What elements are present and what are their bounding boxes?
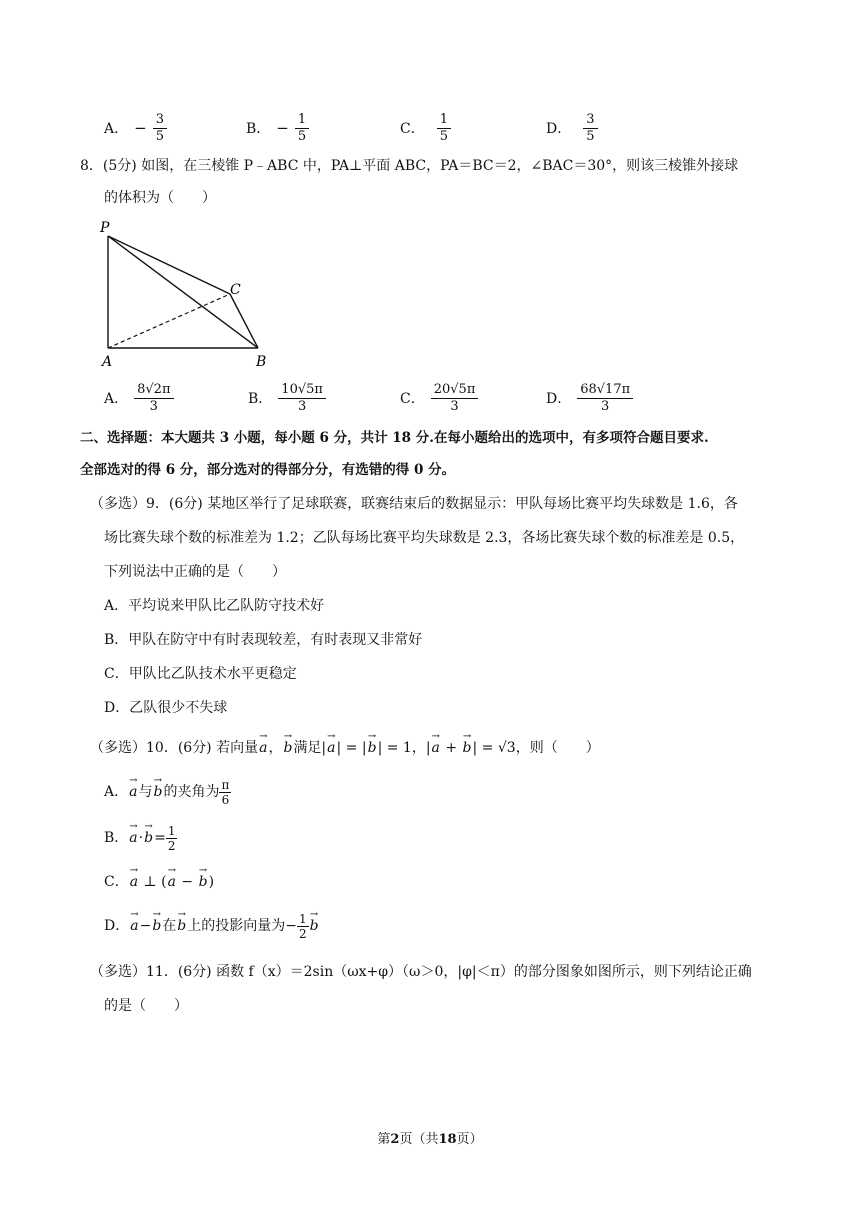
q10-option-c: C．→ a ⊥ (→ a − → b)	[104, 872, 214, 892]
q9-option-a: A．平均说来甲队比乙队防守技术好	[104, 598, 325, 614]
q9-stem-line3: 下列说法中正确的是（ ）	[104, 564, 286, 580]
fraction: $\frac{20√5\pi}{3}$	[431, 382, 479, 415]
q10-option-b: B． → a · → b = $\frac{1}{2}$	[104, 818, 177, 858]
label-c: C	[230, 282, 241, 298]
fraction: $\frac{68√17\pi}{3}$	[577, 382, 633, 415]
q8-options	[0, 376, 860, 420]
q7-option-b: B． − $\frac{1}{5}$	[246, 106, 309, 150]
q10-option-a: A． → a 与 → b 的夹角为 $\frac{\pi}{6}$	[104, 772, 231, 812]
q10-stem: （多选）10．(6分) 若向量→ a，→ b满足|→ a| = |→ b| = 1，|→ a + → b| = √3，则（ ）	[90, 738, 600, 758]
q8-option-a: A． $\frac{8√2\pi}{3}$	[104, 376, 174, 420]
edge-cb	[230, 294, 258, 348]
fraction: $\frac{1}{5}$	[295, 112, 309, 145]
q8-option-b: B． $\frac{10√5\pi}{3}$	[248, 376, 326, 420]
fraction: $\frac{1}{2}$	[299, 911, 307, 941]
q9-stem-line2: 场比赛失球个数的标准差为 1.2；乙队每场比赛平均失球数是 2.3，各场比赛失球个数的标准差是 0.5，	[104, 530, 745, 546]
fraction: $\frac{1}{2}$	[167, 823, 176, 853]
edge-ac-hidden	[108, 294, 230, 348]
q11-stem-line1: （多选）11．(6分) 函数 f（x）＝2sin（ωx+φ）（ω＞0，|φ|＜π）的部分图象如图所示，则下列结论正确	[90, 964, 752, 980]
q9-stem-line1: （多选）9．(6分) 某地区举行了足球联赛，联赛结束后的数据显示：甲队每场比赛平均失球数是 1.6，各	[90, 496, 738, 512]
fraction: $\frac{1}{5}$	[437, 112, 451, 145]
fraction: $\frac{8√2\pi}{3}$	[134, 382, 173, 415]
q8-option-c: C． $\frac{20√5\pi}{3}$	[400, 376, 478, 420]
fraction: $\frac{3}{5}$	[153, 112, 167, 145]
section-2-heading-line2: 全部选对的得 6 分，部分选对的得部分分，有选错的得 0 分。	[80, 462, 456, 478]
fraction: $\frac{\pi}{6}$	[221, 777, 230, 807]
label-b: B	[256, 354, 267, 370]
q10-option-d: D． → a − → b 在 → b 上的投影向量为 − $\frac{1}{2}$ → b	[104, 906, 320, 946]
total-pages: 18	[438, 1132, 457, 1147]
fraction: $\frac{10√5\pi}{3}$	[278, 382, 326, 415]
q7-option-a: A． − $\frac{3}{5}$	[104, 106, 167, 150]
page-number: 2	[390, 1132, 400, 1147]
q8-stem-line2: 的体积为（ ）	[104, 190, 216, 206]
edge-pc	[108, 236, 230, 294]
q9-option-b: B．甲队在防守中有时表现较差，有时表现又非常好	[104, 632, 423, 648]
q7-option-d: D． $\frac{3}{5}$	[546, 106, 598, 150]
tetrahedron-figure	[98, 218, 278, 370]
q8-option-d: D． $\frac{68√17\pi}{3}$	[546, 376, 633, 420]
q9-option-c: C．甲队比乙队技术水平更稳定	[104, 666, 297, 682]
label-p: P	[100, 220, 110, 236]
q7-option-c: C． $\frac{1}{5}$	[400, 106, 451, 150]
fraction: $\frac{3}{5}$	[583, 112, 597, 145]
q11-stem-line2: 的是（ ）	[104, 998, 188, 1014]
label-a: A	[102, 354, 113, 370]
q8-stem-line1: 8．(5分) 如图，在三棱锥 P﹣ABC 中，PA⊥平面 ABC，PA＝BC＝2，∠BAC＝30°，则该三棱锥外接球	[80, 158, 739, 174]
section-2-heading-line1: 二、选择题：本大题共 3 小题，每小题 6 分，共计 18 分.在每小题给出的选项中，有多项符合题目要求.	[80, 430, 709, 446]
q9-option-d: D．乙队很少不失球	[104, 700, 228, 716]
page-footer: 第2页（共18页）	[377, 1132, 483, 1147]
q7-options	[0, 106, 860, 150]
